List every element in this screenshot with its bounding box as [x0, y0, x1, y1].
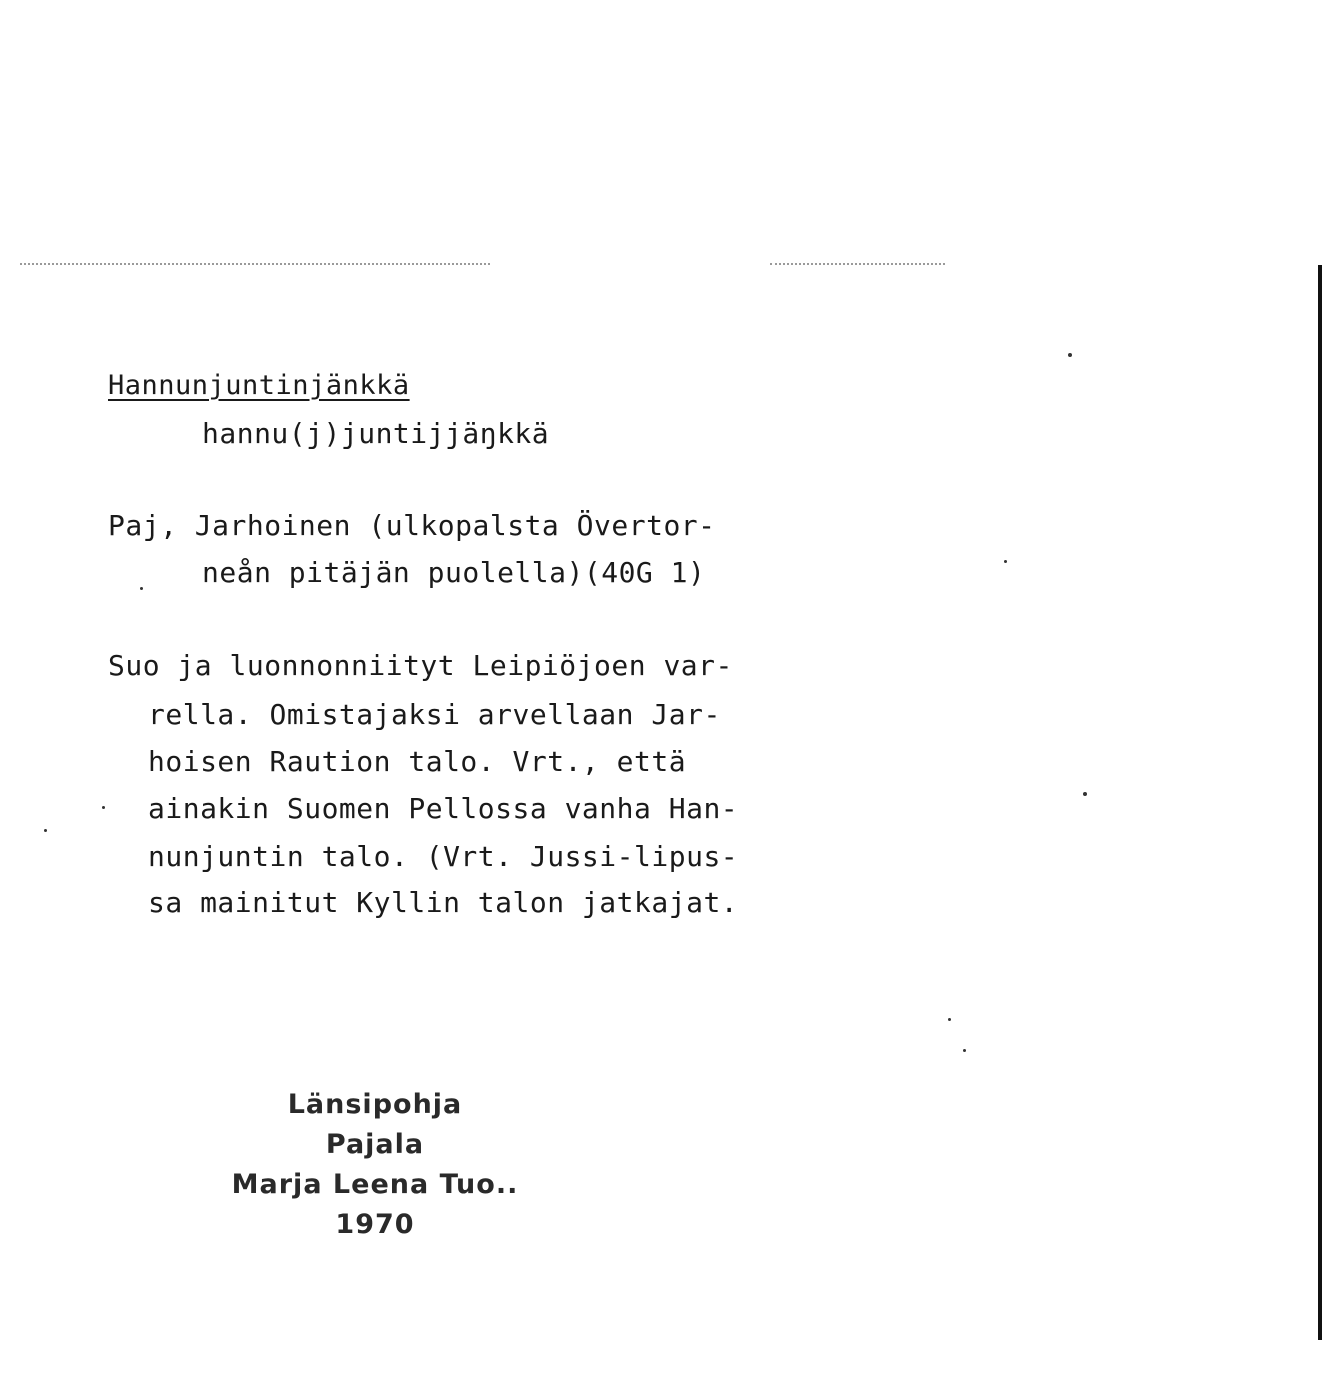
- location-line: Paj, Jarhoinen (ulkopalsta Övertor-: [108, 509, 716, 542]
- scan-speck: [44, 829, 47, 832]
- description-line: sa mainitut Kyllin talon jatkajat.: [148, 886, 739, 919]
- location-line: neån pitäjän puolella)(40G 1): [202, 556, 706, 589]
- scan-speck: [102, 806, 105, 809]
- scan-speck: [948, 1018, 951, 1021]
- scan-speck: [1004, 560, 1007, 563]
- top-dotted-edge-right: [770, 263, 945, 267]
- description-line: hoisen Raution talo. Vrt., että: [148, 745, 687, 778]
- stamp-collector: Marja Leena Tuo..: [231, 1169, 519, 1200]
- phonetic-transcription: hannu(j)juntijjäŋkkä: [202, 417, 550, 450]
- scan-speck: [140, 587, 143, 590]
- scan-speck: [1068, 353, 1072, 357]
- stamp-year: 1970: [335, 1209, 415, 1240]
- stamp-region: Länsipohja: [287, 1089, 463, 1120]
- description-line: Suo ja luonnonniityt Leipiöjoen var-: [108, 649, 733, 682]
- top-dotted-edge-left: [20, 263, 490, 267]
- description-line: nunjuntin talo. (Vrt. Jussi-lipus-: [148, 840, 739, 873]
- description-line: rella. Omistajaksi arvellaan Jar-: [148, 698, 721, 731]
- collector-stamp: [215, 1085, 535, 1245]
- scan-speck: [1083, 792, 1087, 796]
- headword: Hannunjuntinjänkkä: [108, 370, 410, 401]
- description-line: ainakin Suomen Pellossa vanha Han-: [148, 792, 739, 825]
- scan-speck: [963, 1049, 966, 1052]
- card-right-edge: [1318, 265, 1322, 1340]
- stamp-parish: Pajala: [325, 1129, 425, 1160]
